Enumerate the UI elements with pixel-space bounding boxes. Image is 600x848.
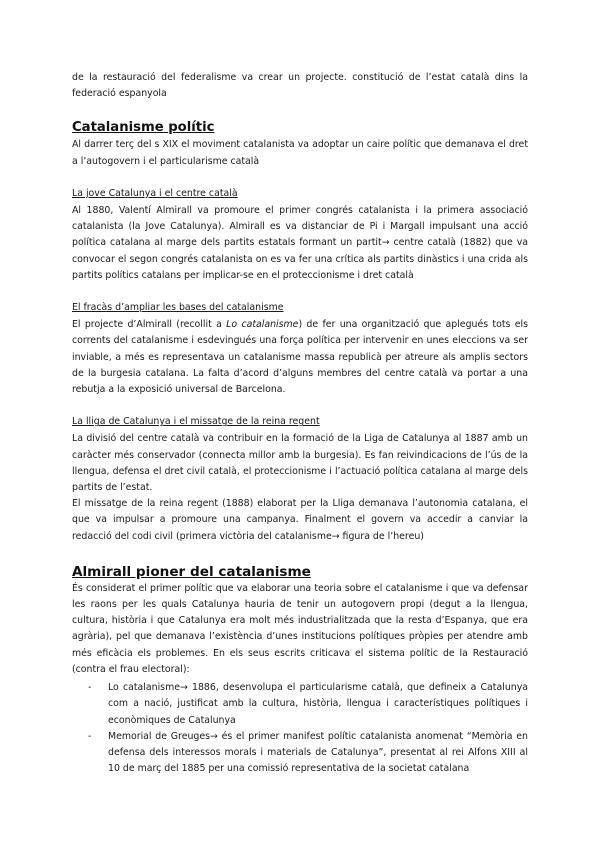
list-item-text: Memorial de Greuges→ és el primer manifest polític catalanista anomenat “Memòria en defensa dels interessos morals i materials de Catalunya”, presentat al rei Alfons XIII al 10 de març del 1885 per una comissió representativa de la societat catalana: [108, 730, 528, 775]
almirall-works-list: [72, 680, 528, 777]
subheading-lliga-catalunya: La lliga de Catalunya i el missatge de la reina regent: [72, 416, 320, 428]
fracas-text-after: ) de fer una organització que aplegués tots els corrents del catalanisme i esdevingués una força política per intervenir en unes eleccions va ser inviable, a més es representava un catalanisme massa republicà per atreure als amplis sectors de la burgesia catalana. La falta d’acord d’alguns membres del centre català va portar a una rebutja a la exposició universal de Barcelona.: [72, 319, 528, 396]
subheading-jove-catalunya: La jove Catalunya i el centre català: [72, 187, 238, 199]
intro-paragraph: de la restauració del federalisme va crear un projecte. constitució de l’estat català dins la federació espanyola: [72, 72, 528, 100]
dash-bullet: -: [88, 682, 92, 694]
section2-intro-paragraph: És considerat el primer polític que va elaborar una teoria sobre el catalanisme i que va defensar les raons per les quals Catalunya hauria de tenir un autogovern propi (degut a la llengua, cultura, història i que Catalunya era molt més industrialitzada que la resta d’Espanya, que era agrària), pel que demanava l’existència d’unes institucions polítiques pròpies per atendre amb més eficàcia els problemes. En els seus escrits criticava el sistema polític de la Restauració (contra el frau electoral):: [72, 582, 528, 675]
section-title-catalanisme-politic: Catalanisme polític: [72, 120, 215, 136]
subheading-fracas-catalanisme: El fracàs d’ampliar les bases del catalanisme: [72, 302, 284, 314]
lliga-paragraph-1: La divisió del centre català va contribuir en la formació de la Liga de Catalunya al 1887 amb un caràcter més conservador (connecta millor amb la burgesia). Es fan reivindicacions de l’ús de la llengua, defensa el dret civil català, el proteccionisme i l’actuació política catalana al marge dels partits de l’estat.: [72, 433, 528, 494]
section1-intro-paragraph: Al darrer terç del s XIX el moviment catalanista va adoptar un caire polític que demanava el dret a l’autogovern i el particularisme català: [72, 139, 528, 167]
list-item-text: Lo catalanisme→ 1886, desenvolupa el particularisme català, que defineix a Catalunya com a nació, justificat amb la cultura, història, llengua i característiques polítiques i econòmiques de Catalunya: [108, 682, 528, 726]
fracas-text-before: El projecte d’Almirall (recollit a: [72, 319, 227, 331]
document-page: [72, 70, 528, 777]
fracas-paragraph: [72, 317, 528, 398]
lo-catalanisme-title: Lo catalanisme: [226, 319, 299, 331]
dash-bullet: -: [88, 730, 92, 742]
list-item: [72, 680, 528, 729]
list-item: [72, 729, 528, 778]
lliga-paragraph-2: El missatge de la reina regent (1888) elaborat per la Lliga demanava l’autonomia catalana, el que va impulsar a promoure una campanya. Finalment el govern va accedir a canviar la redacció del codi civil (primera victòria del catalanisme→ figura de l’hereu): [72, 498, 528, 542]
section-title-almirall-pioner: Almirall pioner del catalanisme: [72, 563, 311, 580]
jove-catalunya-paragraph: Al 1880, Valentí Almirall va promoure el primer congrés catalanista i la primera associació catalanista (la Jove Catalunya). Almirall es va distanciar de Pi i Margall impulsant una acció política catalana al marge dels partits estatals formant un partit→ centre català (1882) que va convocar el segon congrés catalanista on es va fer una crítica als partits dinàstics i una crida als partits polítics catalans per implicar-se en el proteccionisme i dret català: [72, 205, 528, 281]
